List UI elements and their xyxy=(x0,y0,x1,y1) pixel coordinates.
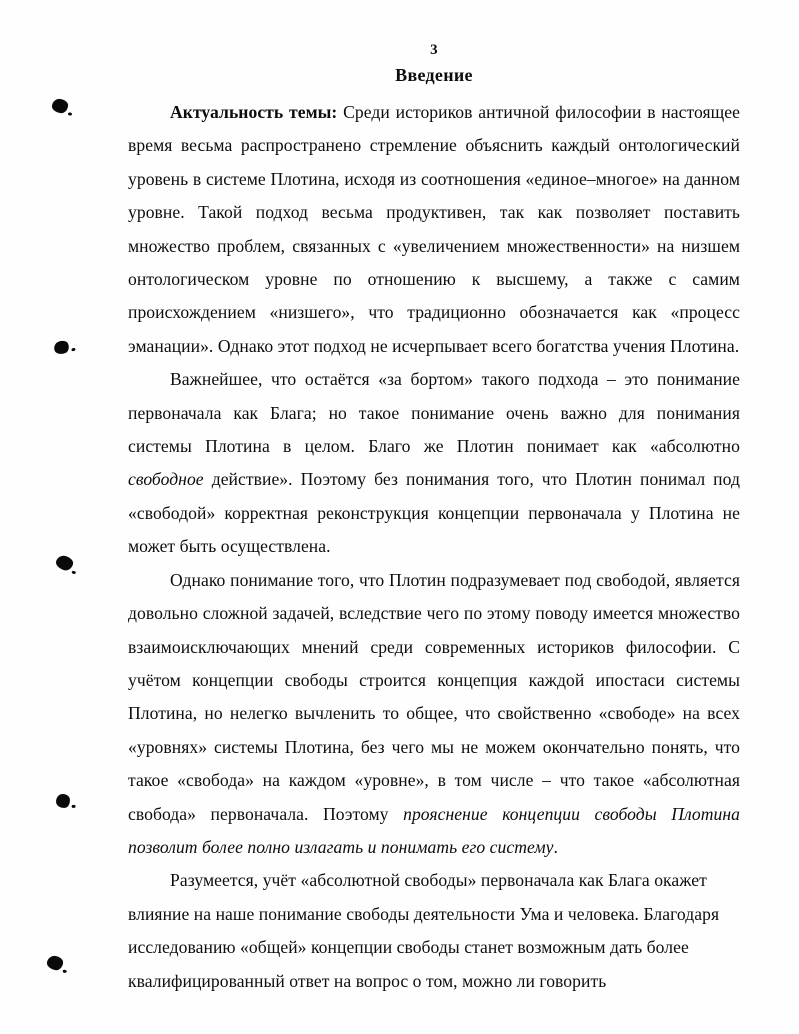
ink-blot-mark xyxy=(51,98,69,114)
paragraph-body: Среди историков античной философии в настоящее время весьма распространено стремление объяснить каждый онтологический уровень в системе Плотина, исходя из соотношения «единое–многое» на данном уровне. Такой подход весьма продуктивен, так как позволяет поставить множество проблем, связанных с «увеличением множественности» на низшем онтологическом уровне по отношению к высшему, а также с самим происхождением «низшего», что традиционно обозначается как «процесс эманации». Однако этот подход не исчерпывает всего богатства учения Плотина. xyxy=(128,102,740,356)
body-text xyxy=(128,96,740,998)
page-number: 3 xyxy=(430,42,438,58)
paragraph-body: Разумеется, учёт «абсолютной свободы» первоначала как Блага окажет влияние на наше понимание свободы деятельности Ума и человека. Благодаря исследованию «общей» концепции свободы станет возможным дать более квалифицированный ответ на вопрос о том, можно ли говорить xyxy=(128,870,720,991)
paragraph-body-after: . xyxy=(553,836,558,857)
paragraph-lead-in: Актуальность темы: xyxy=(170,102,338,122)
emphasized-phrase: прояснение концепции свободы Плотина позволит более полно излагать и понимать его систему xyxy=(128,803,740,857)
paragraph-body-after: действие». Поэтому без понимания того, что Плотин понимал под «свободой» корректная реконструкция концепции первоначала у Плотина не может быть осуществлена. xyxy=(128,469,740,557)
text-column xyxy=(128,40,740,998)
paragraph-freedom xyxy=(128,564,740,865)
emphasized-phrase: свободное xyxy=(128,469,204,490)
ink-blot-mark xyxy=(55,793,70,808)
paragraph-body-before: Однако понимание того, что Плотин подразумевает под свободой, является довольно сложной задачей, вследствие чего по этому поводу имеется множество взаимоисключающих мнений среди современных историков философии. С учётом концепции свободы строится концепция каждой ипостаси системы Плотина, но нелегко вычленить то общее, что свойственно «свободе» на всех «уровнях» системы Плотина, без чего мы не можем окончательно понять, что такое «свобода» на каждом «уровне», в том числе – что такое «абсолютная свобода» первоначала. Поэтому xyxy=(128,569,740,824)
paragraph-good xyxy=(128,363,740,563)
paragraph-relevance xyxy=(128,96,740,363)
paragraph-body-before: Важнейшее, что остаётся «за бортом» такого подхода – это понимание первоначала как Блага; но такое понимание очень важно для понимания системы Плотина в целом. Благо же Плотин понимает как «абсолютно xyxy=(128,369,740,457)
ink-blot-mark xyxy=(54,554,74,572)
ink-blot-mark xyxy=(52,339,71,356)
paragraph-consequence xyxy=(128,864,740,998)
ink-blot-mark xyxy=(46,955,64,972)
section-heading: Введение xyxy=(395,65,473,85)
